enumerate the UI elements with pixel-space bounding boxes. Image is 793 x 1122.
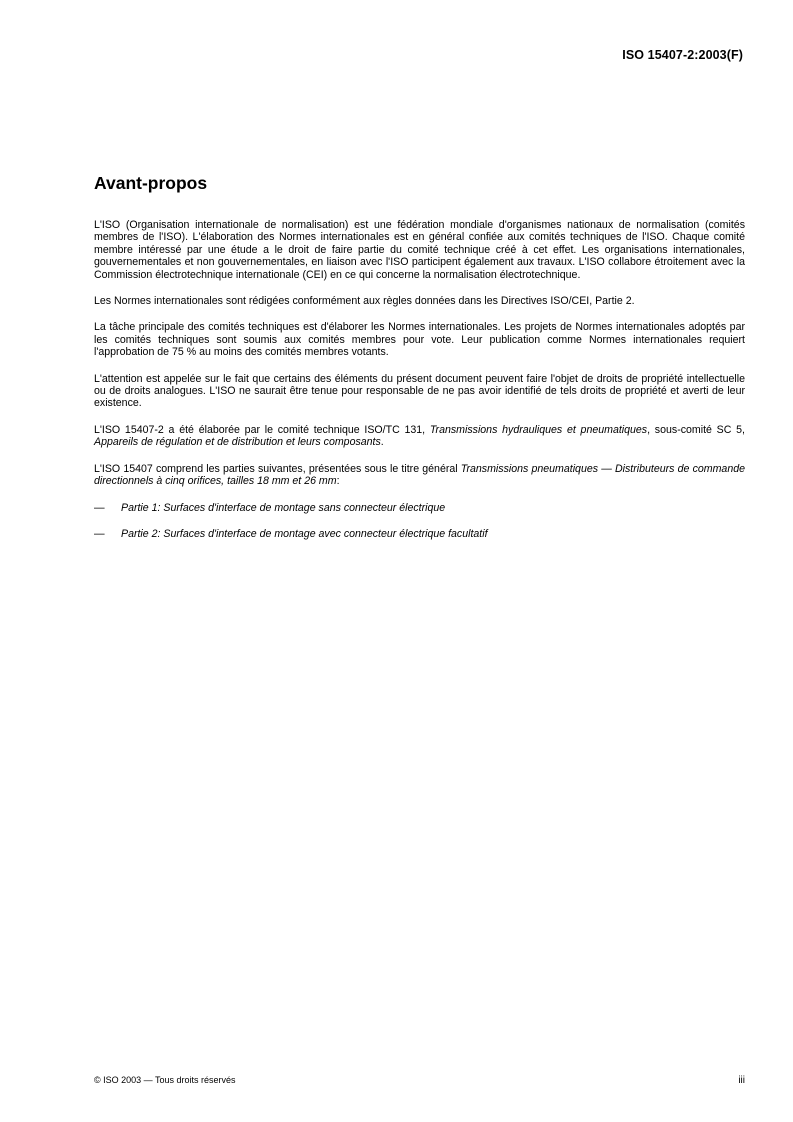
list-item-text: Partie 1: Surfaces d'interface de montage sans connecteur électrique [121,501,446,514]
prepared-by-text: L'ISO 15407-2 a été élaborée par le comité technique ISO/TC 131, [94,423,430,436]
paragraph-iso-overview: L'ISO (Organisation internationale de normalisation) est une fédération mondiale d'organismes nationaux de normalisation (comités membres de l'ISO). L'élaboration des Normes internationales est en général confiée aux comités techniques de l'ISO. Chaque comité membre intéressé par une étude a le droit de faire partie du comité technique créé à cet effet. Les organisations internationales, gouvernementales et non gouvernementales, en liaison avec l'ISO participent également aux travaux. L'ISO collabore étroitement avec la Commission électrotechnique internationale (CEI) en ce qui concerne la normalisation électrotechnique. [94,219,745,281]
committee-title: Transmissions hydrauliques et pneumatiques [429,423,648,436]
paragraph-technical-committees: La tâche principale des comités techniques est d'élaborer les Normes internationales. Les projets de Normes internationales adoptés par les comités techniques sont soumis aux comités membres pour vote. Leur publication comme Normes internationales requiert l'approbation de 75 % au moins des comités membres votants. [94,321,745,359]
prepared-by-end: . [380,436,384,449]
paragraph-prepared-by [94,424,745,449]
list-item [94,528,745,540]
general-title: Transmissions pneumatiques — Distributeurs de commande directionnels à cinq orifices, tailles 18 mm et 26 mm [94,462,745,488]
document-reference: ISO 15407-2:2003(F) [622,48,743,62]
parts-intro-text: L'ISO 15407 comprend les parties suivantes, présentées sous le titre général [94,462,461,475]
dash-marker: — [94,501,105,514]
list-item-text: Partie 2: Surfaces d'interface de montage avec connecteur électrique facultatif [121,527,488,540]
subcommittee-text: , sous-comité SC 5, [647,423,745,436]
page-footer [94,1075,745,1086]
paragraph-directives: Les Normes internationales sont rédigées conformément aux règles données dans les Directives ISO/CEI, Partie 2. [94,295,635,308]
paragraph-parts-intro [94,463,745,488]
copyright-notice: © ISO 2003 — Tous droits réservés [94,1075,236,1085]
parts-intro-end: : [336,475,340,488]
document-body [94,172,745,554]
page-title: Avant-propos [94,173,208,193]
dash-marker: — [94,527,105,540]
list-item [94,502,745,514]
subcommittee-title: Appareils de régulation et de distribution et leurs composants [94,436,381,449]
page-number: iii [738,1075,745,1086]
paragraph-patent-rights: L'attention est appelée sur le fait que certains des éléments du présent document peuvent faire l'objet de droits de propriété intellectuelle ou de droits analogues. L'ISO ne saurait être tenue pour responsable de ne pas avoir identifié de tels droits de propriété et averti de leur existence. [94,372,745,410]
